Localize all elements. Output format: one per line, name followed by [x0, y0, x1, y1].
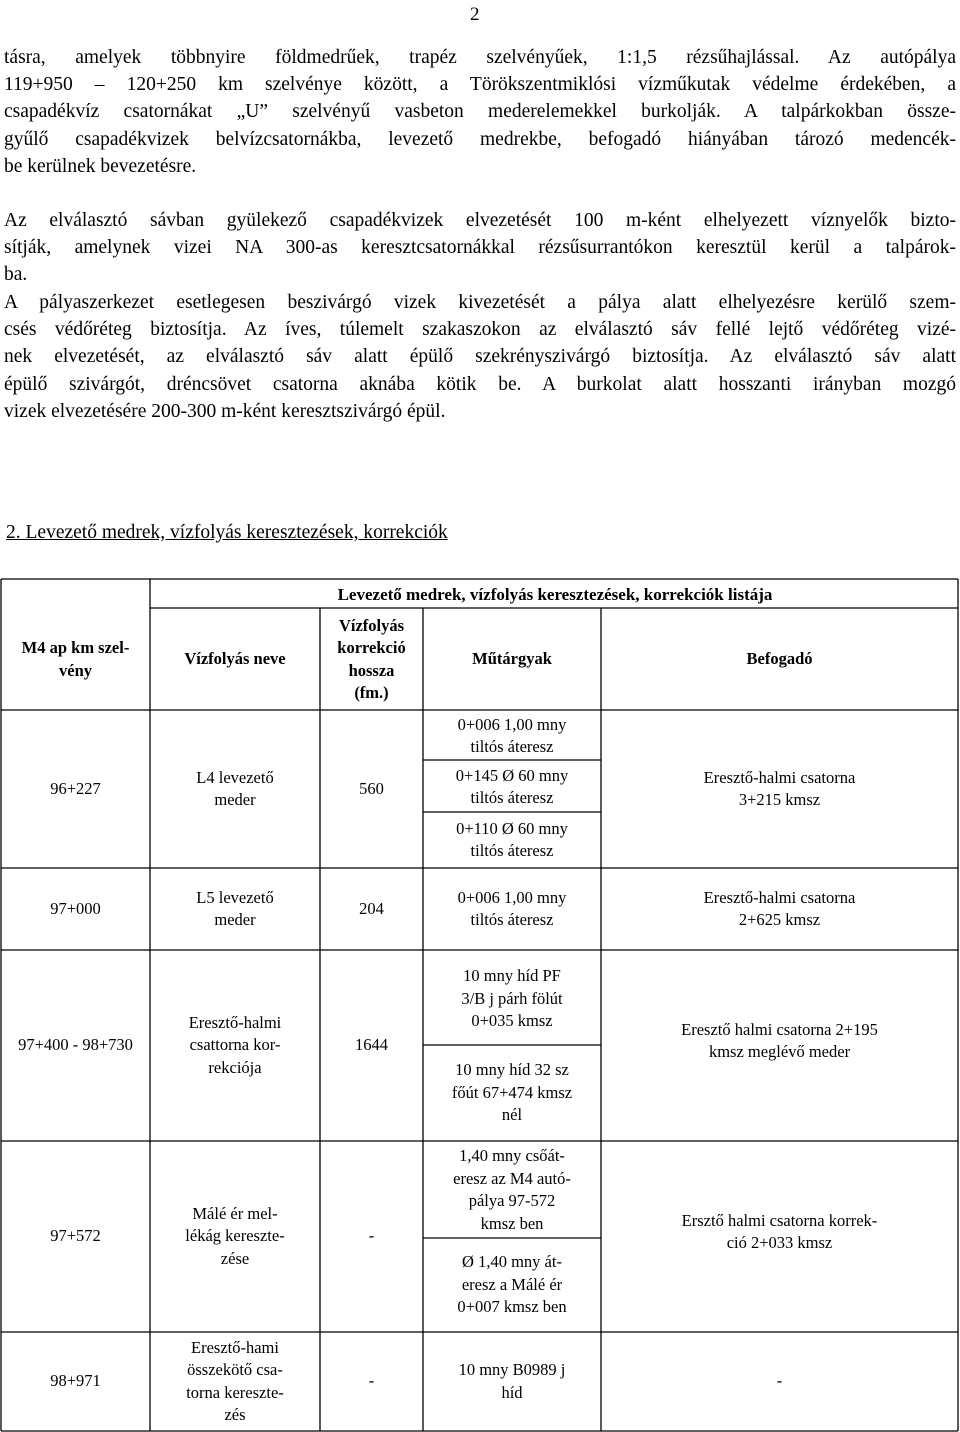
cell-text: L5 levezető [196, 887, 274, 907]
cell-text: eresz a Málé ér [461, 1274, 563, 1294]
cell-text: kmsz ben [480, 1213, 544, 1233]
cell-text: Eresztő-hami [191, 1337, 279, 1357]
cell-text: Eresztő-halmi csatorna [703, 767, 856, 787]
cell-stream-name [150, 1332, 320, 1431]
cell-receiver [601, 1332, 958, 1431]
text-line: gyűlő csapadékvizek belvízcsatornákba, levezető medrekbe, befogadó hiányában tározó medencék- [4, 128, 956, 150]
cell-text: tiltós áteresz [470, 788, 554, 807]
header-text: hossza [348, 660, 395, 680]
header-text: Vízfolyás neve [184, 649, 286, 669]
cell-stream-name [150, 710, 320, 868]
cell-text: 0+007 kmsz ben [457, 1297, 567, 1317]
text-line: be kerülnek bevezetésre. [4, 155, 197, 177]
cell-text: 0+145 Ø 60 mny [455, 765, 569, 785]
cell-text: csattorna kor- [189, 1035, 281, 1055]
cell-text: meder [214, 790, 256, 809]
cell-text: 0+110 Ø 60 mny [456, 818, 568, 838]
cell-text: tiltós áteresz [470, 910, 554, 929]
cell-stream-name [150, 1141, 320, 1332]
cell-km [1, 950, 150, 1141]
header-stream-name [150, 609, 320, 710]
cell-stream-name [150, 950, 320, 1141]
header-length [320, 609, 423, 710]
cell-text: összekötő csa- [187, 1360, 283, 1379]
cell-structure [423, 1332, 601, 1431]
cell-text: torna kereszte- [186, 1382, 284, 1402]
cell-km [1, 1141, 150, 1332]
text-line: A pályaszerkezet esetlegesen beszivárgó vizek kivezetését a pálya alatt elhelyezésre kerülő szem- [4, 292, 956, 313]
paragraph-pavement-drainage [4, 289, 956, 425]
cell-text: 98+971 [50, 1371, 101, 1391]
cell-text: - [368, 1226, 375, 1246]
header-text: vény [59, 660, 92, 680]
cell-text: meder [214, 910, 256, 929]
page-number: 2 [470, 4, 480, 25]
cell-structure [423, 1048, 601, 1138]
text-line: ba. [4, 264, 28, 286]
cell-length [320, 950, 423, 1141]
cell-text: Málé ér mel- [192, 1203, 278, 1223]
cell-structure [423, 712, 601, 760]
cell-text: 97+000 [50, 898, 101, 918]
cell-text: - [776, 1371, 783, 1391]
cell-text: zés [224, 1405, 246, 1424]
cell-structure [423, 1240, 601, 1330]
header-text: Vízfolyás [338, 615, 405, 635]
header-text: Befogadó [746, 649, 813, 669]
cell-length [320, 1141, 423, 1332]
cell-receiver [601, 1141, 958, 1323]
header-text: Műtárgyak [472, 649, 552, 669]
cell-text: 97+572 [50, 1226, 101, 1246]
cell-length [320, 868, 423, 950]
cell-text: eresz az M4 autó- [453, 1168, 571, 1188]
cell-receiver [601, 868, 958, 950]
cell-text: 1644 [355, 1035, 388, 1055]
cell-km [1, 868, 150, 950]
cell-structure [423, 868, 601, 950]
cell-text: Eresztő-halmi csatorna [703, 887, 856, 907]
cell-text: 96+227 [50, 778, 101, 798]
cell-text: Eresztő-halmi [188, 1012, 282, 1032]
cell-text: ció 2+033 kmsz [726, 1233, 833, 1252]
text-line: Az elválasztó sávban gyülekező csapadékvizek elvezetését 100 m-ként elhelyezett víznyelők bizto- [4, 210, 956, 231]
cell-text: nél [501, 1105, 523, 1125]
paragraph-drainage-intro [4, 44, 956, 180]
text-line: 119+950 – 120+250 km szelvénye között, a Törökszentmiklósi vízműkutak védelme érdekében, a [4, 74, 956, 96]
cell-length [320, 710, 423, 868]
cell-text: Ø 1,40 mny át- [462, 1252, 562, 1272]
table-caption: Levezető medrek, vízfolyás keresztezések, korrekciók listája [337, 585, 773, 604]
text-line: épülő szivárgót, dréncsövet csatorna aknába kötik be. A burkolat alatt hosszanti irányban mozgó [4, 373, 956, 395]
cell-text: tiltós áteresz [470, 841, 554, 860]
text-line: csapadékvíz csatornákat „U” szelvényű vasbeton mederelemekkel burkolják. A talpárkokban össze- [4, 101, 956, 123]
text-line: csés védőréteg biztosítja. Az íves, túlemelt szakaszokon az elválasztó sáv fellé lejtő védőréteg vizé- [4, 319, 956, 341]
cell-structure [423, 763, 601, 811]
cell-text: 97+400 - 98+730 [18, 1035, 133, 1055]
header-structures [423, 609, 601, 710]
cell-length [320, 1332, 423, 1431]
cell-text: 0+035 kmsz [471, 1011, 553, 1031]
cell-text: 0+006 1,00 mny [457, 887, 567, 907]
cell-stream-name [150, 868, 320, 950]
paragraph-separator-strip [4, 207, 956, 289]
header-text: M4 ap km szel- [21, 638, 130, 657]
cell-km [1, 1332, 150, 1431]
cell-text: rekciója [208, 1057, 262, 1077]
cell-text: 560 [359, 778, 384, 798]
cell-structure [423, 955, 601, 1043]
cell-text: Ersztő halmi csatorna korrek- [681, 1210, 878, 1230]
header-text: (fm.) [354, 683, 389, 702]
cell-text: 0+006 1,00 mny [457, 714, 567, 734]
cell-text: 3+215 kmsz [738, 790, 821, 809]
cell-text: pálya 97-572 [468, 1191, 556, 1210]
header-receiver [601, 609, 958, 710]
cell-receiver [601, 710, 958, 868]
text-line: vizek elvezetésére 200-300 m-ként keresztszivárgó épül. [4, 400, 446, 422]
cell-text: 10 mny híd PF [463, 966, 561, 986]
cell-text: zése [220, 1248, 250, 1268]
cell-text: - [368, 1371, 375, 1391]
section-heading: 2. Levezető medrek, vízfolyás keresztezések, korrekciók [6, 522, 448, 543]
cell-text: 2+625 kmsz [738, 910, 821, 929]
cell-text: főút 67+474 kmsz [451, 1082, 573, 1102]
cell-structure [423, 1143, 601, 1237]
cell-text: 10 mny B0989 j [458, 1360, 566, 1379]
text-line: nek elvezetését, az elválasztó sáv alatt épülő szekrényszivárgó biztosítja. Az elválasztó sáv alatt [4, 346, 956, 368]
cell-text: híd [501, 1382, 523, 1402]
header-km [1, 609, 150, 710]
cell-text: L4 levezető [196, 767, 274, 787]
cell-structure [423, 815, 601, 865]
cell-km [1, 710, 150, 868]
header-text: korrekció [337, 638, 406, 657]
cell-text: 10 mny híd 32 sz [455, 1060, 569, 1080]
cell-text: lékág kereszte- [185, 1226, 285, 1246]
cell-text: 3/B j párh fölút [461, 988, 563, 1008]
cell-receiver [601, 950, 958, 1132]
text-line: tásra, amelyek többnyire földmedrűek, trapéz szelvényűek, 1:1,5 rézsűhajlással. Az autópálya [4, 47, 956, 68]
cell-text: kmsz meglévő meder [708, 1042, 851, 1061]
cell-text: 204 [359, 898, 384, 918]
cell-text: tiltós áteresz [470, 737, 554, 756]
cell-text: 1,40 mny csőát- [459, 1146, 565, 1165]
text-line: sítják, amelynek vizei NA 300-as keresztcsatornákkal rézsűsurrantókon keresztül kerül a talpárok- [4, 237, 956, 259]
cell-text: Eresztő halmi csatorna 2+195 [681, 1019, 878, 1039]
